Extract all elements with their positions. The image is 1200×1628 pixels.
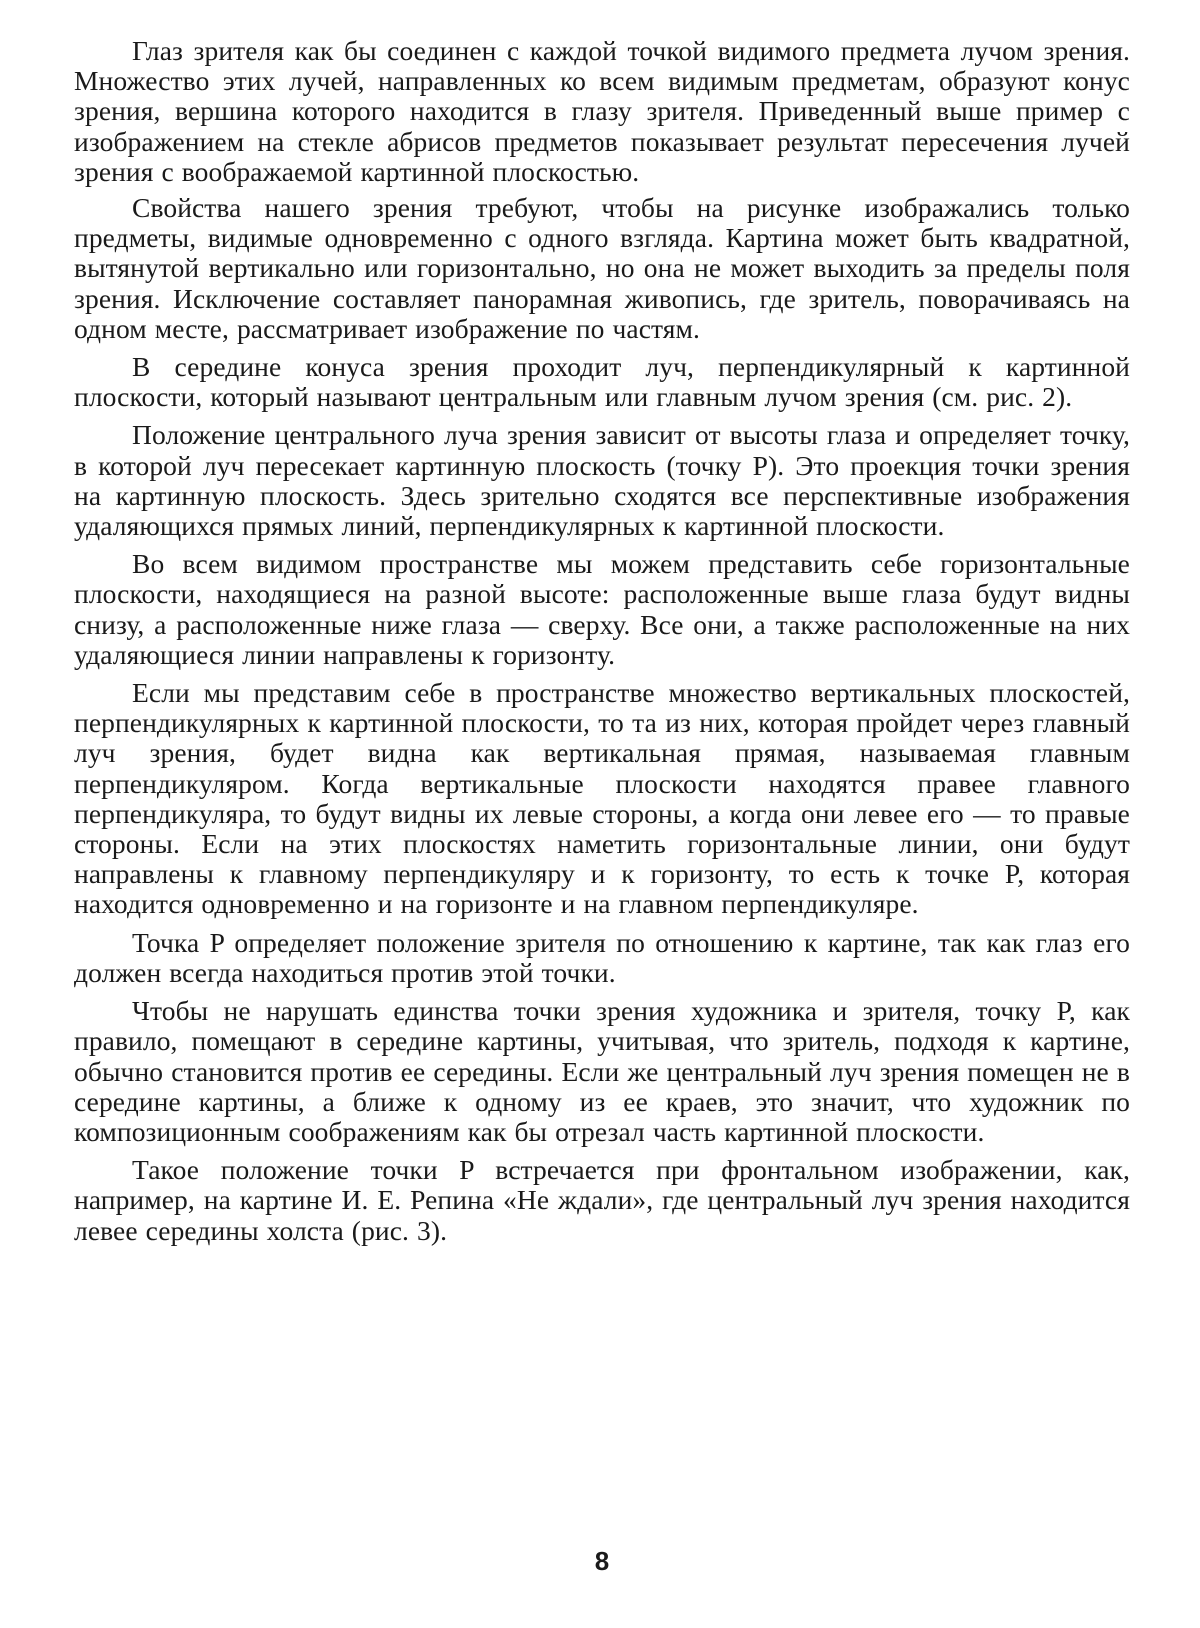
paragraph-point-p: Положение центрального луча зрения зависит от высоты глаза и определяет точку, в которой луч пересекает картинную плоскость (точку P). Это проекция точки зрения на картинную плоскость. Здесь зрительно сходятся все перспективные изображения удаляющихся прямых линий, перпендикулярных к картинной плоскости. xyxy=(74,420,1130,541)
paragraph-horizontal-planes: Во всем видимом пространстве мы можем представить себе горизонтальные плоскости, находящиеся на разной высоте: расположенные выше глаза будут видны снизу, а расположенные ниже глаза — сверху. Все они, а также расположенные на них удаляющиеся линии направлены к горизонту. xyxy=(74,549,1130,670)
paragraph-unity-of-viewpoint: Чтобы не нарушать единства точки зрения художника и зрителя, точку P, как правило, помещают в середине картины, учитывая, что зритель, подходя к картине, обычно становится против ее середины. Если же центральный луч зрения помещен не в середине картины, а ближе к одному из ее краев, это значит, что художник по композиционным соображениям как бы отрезал часть картинной плоскости. xyxy=(74,996,1130,1147)
page-number: 8 xyxy=(74,1546,1130,1577)
paragraph-frontal-image: Такое положение точки P встречается при фронтальном изображении, как, например, на картине И. Е. Репина «Не ждали», где центральный луч зрения находится левее середины холста (рис. 3). xyxy=(74,1155,1130,1246)
paragraph-viewer-position: Точка P определяет положение зрителя по отношению к картине, так как глаз его должен всегда находиться против этой точки. xyxy=(74,928,1130,988)
paragraph-properties-of-vision: Свойства нашего зрения требуют, чтобы на рисунке изображались только предметы, видимые одновременно с одного взгляда. Картина может быть квадратной, вытянутой вертикально или горизонтально, но она не может выходить за пределы поля зрения. Исключение составляет панорамная живопись, где зритель, поворачиваясь на одном месте, рассматривает изображение по частям. xyxy=(74,193,1130,344)
paragraph-cone-of-vision: Глаз зрителя как бы соединен с каждой точкой видимого предмета лучом зрения. Множество этих лучей, направленных ко всем видимым предметам, образуют конус зрения, вершина которого находится в глазу зрителя. Приведенный выше пример с изображением на стекле абрисов предметов показывает результат пересечения лучей зрения с воображаемой картинной плоскостью. xyxy=(74,36,1130,187)
document-page xyxy=(74,36,1130,1596)
paragraph-vertical-planes: Если мы представим себе в пространстве множество вертикальных плоскостей, перпендикулярных к картинной плоскости, то та из них, которая пройдет через главный луч зрения, будет видна как вертикальная прямая, называемая главным перпендикуляром. Когда вертикальные плоскости находятся правее главного перпендикуляра, то будут видны их левые стороны, а когда они левее его — то правые стороны. Если на этих плоскостях наметить горизонтальные линии, они будут направлены к главному перпендикуляру и к горизонту, то есть к точке P, которая находится одновременно и на горизонте и на главном перпендикуляре. xyxy=(74,678,1130,920)
paragraph-central-ray: В середине конуса зрения проходит луч, перпендикулярный к картинной плоскости, который называют центральным или главным лучом зрения (см. рис. 2). xyxy=(74,352,1130,412)
